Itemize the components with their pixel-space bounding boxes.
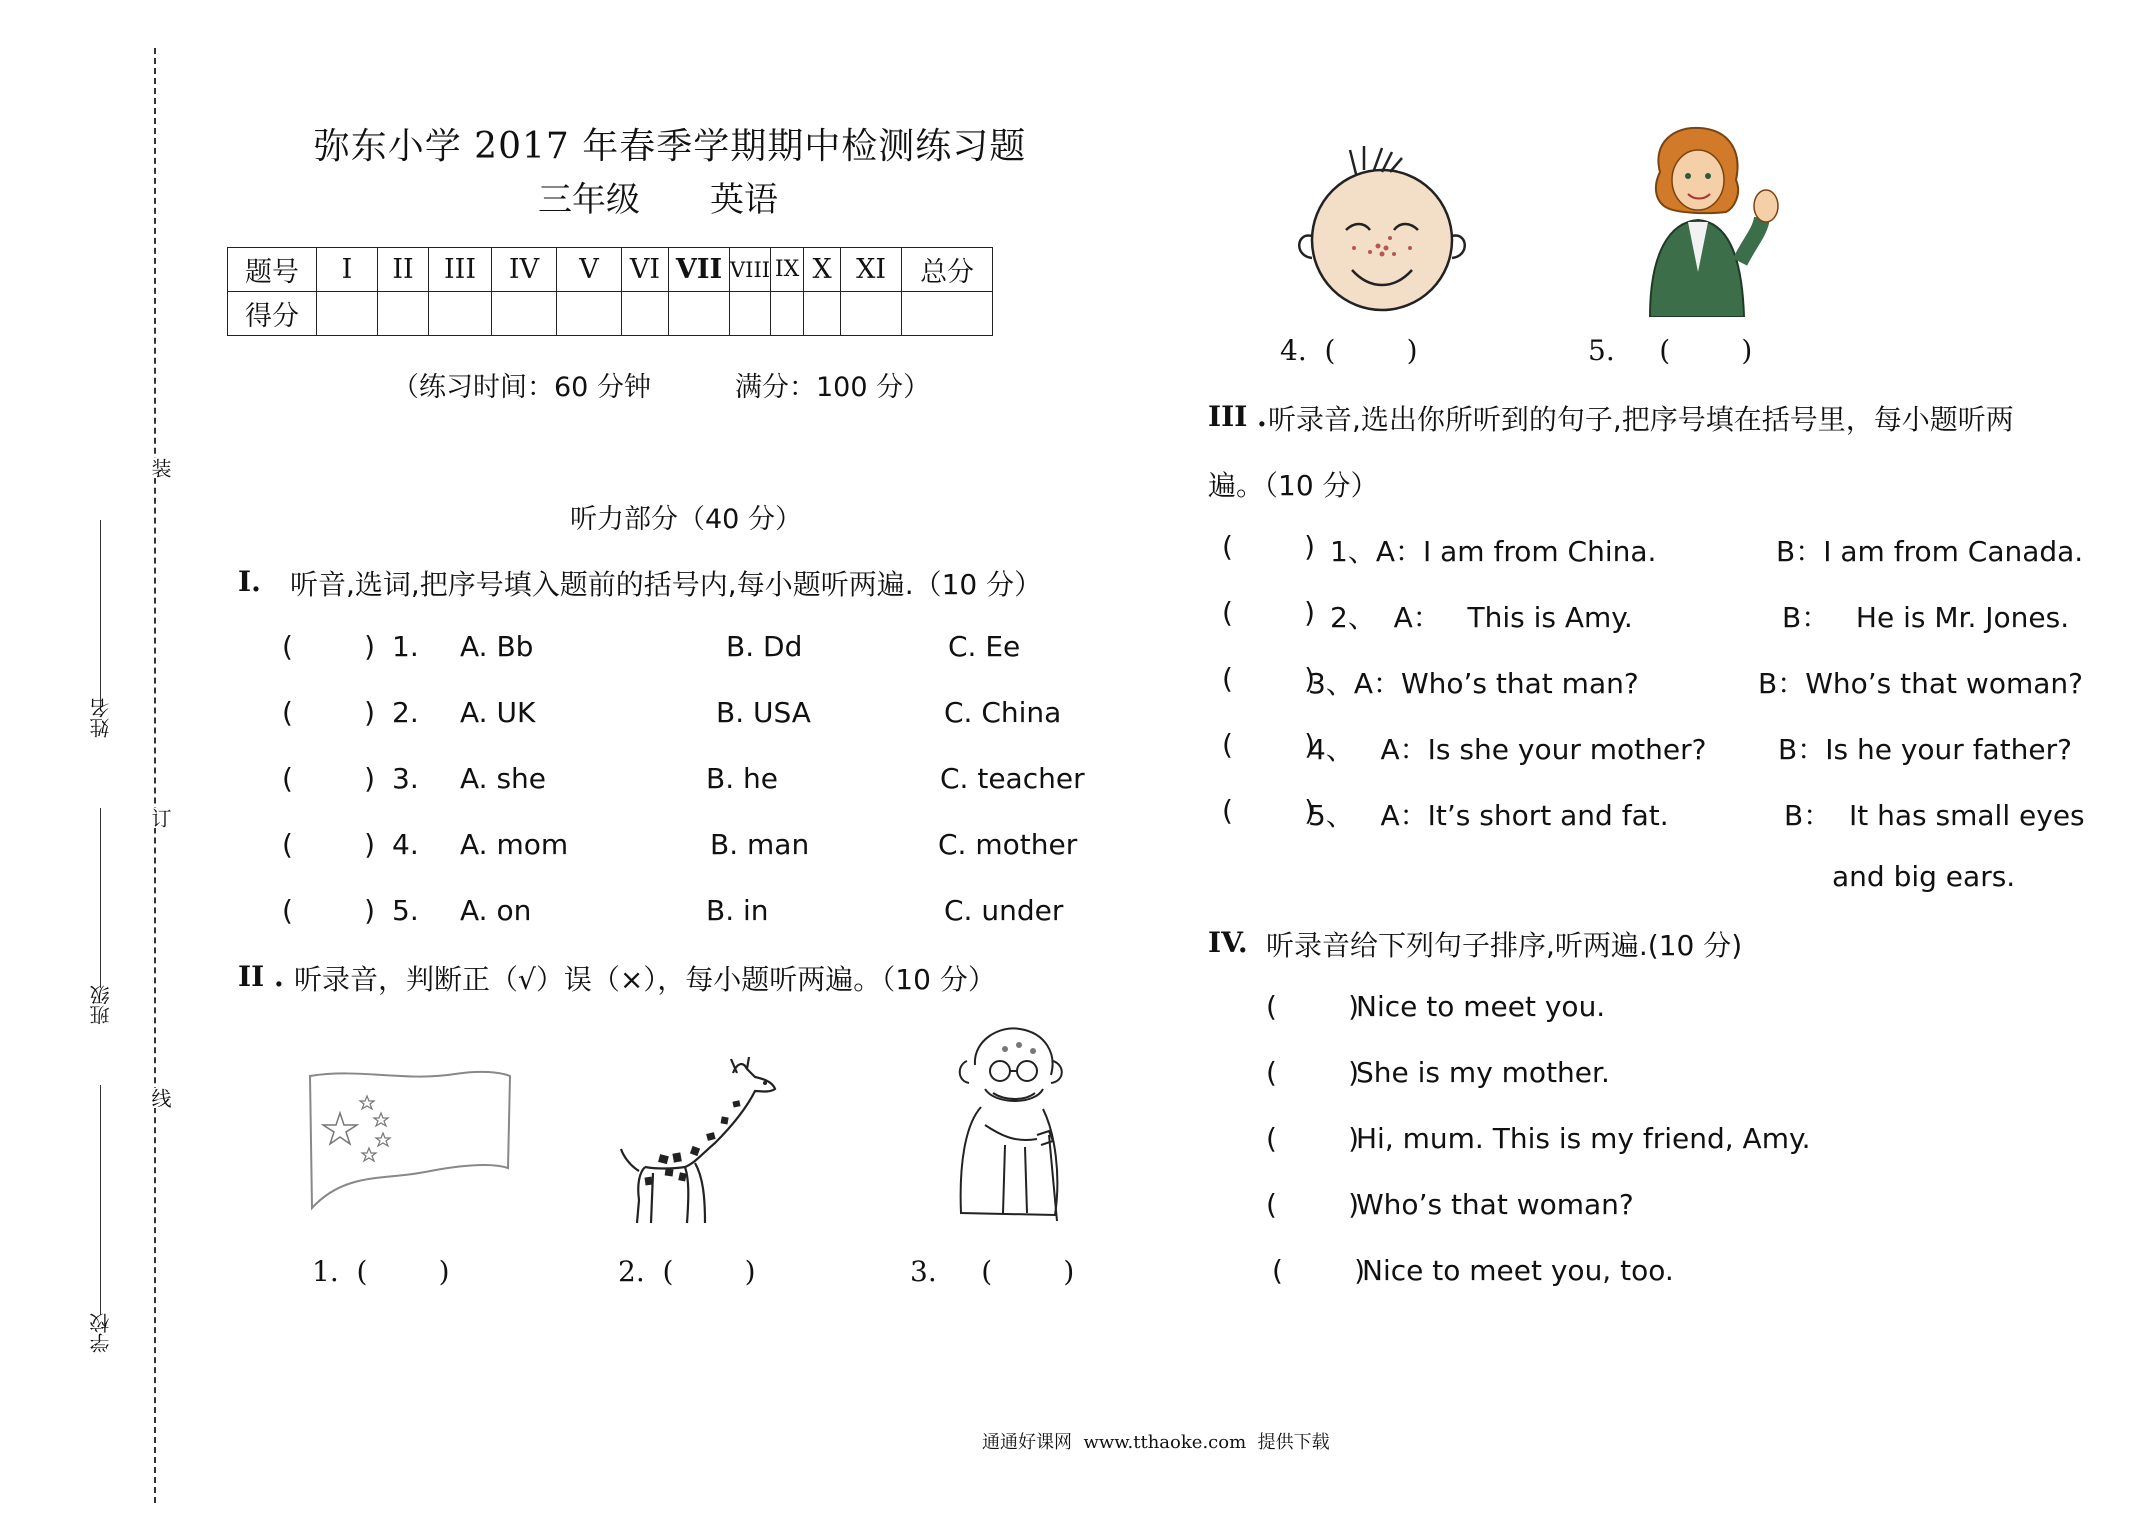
full-score-info: 满分：100 分） <box>735 372 931 403</box>
binding-mark-xian: 线 <box>146 1088 175 1108</box>
picture-label-1[interactable]: 1. ( ) <box>312 1255 450 1288</box>
section4-instruction: 听录音给下列句子排序,听两遍.(10 分) <box>1266 929 1743 962</box>
option-a: A. she <box>460 762 547 795</box>
score-col-header: IV <box>492 248 557 292</box>
score-row-header: 得分 <box>228 292 317 336</box>
answer-paren[interactable]: ( ) <box>1222 596 1316 629</box>
section1-number: I. <box>238 565 261 598</box>
score-cell[interactable] <box>902 292 993 336</box>
option-a: A. on <box>460 894 532 927</box>
question-number: 2. <box>392 696 419 729</box>
score-cell[interactable] <box>804 292 841 336</box>
score-cell[interactable] <box>771 292 804 336</box>
score-col-header: XI <box>841 248 902 292</box>
listening-section-header: 听力部分（40 分） <box>570 504 802 535</box>
boy-face-icon <box>1290 140 1470 320</box>
score-cell[interactable] <box>429 292 492 336</box>
answer-paren[interactable]: ( ) <box>282 630 376 663</box>
answer-paren[interactable]: ( ) <box>1222 794 1316 827</box>
score-cell[interactable] <box>557 292 622 336</box>
score-col-header: I <box>317 248 378 292</box>
sentence-text: Hi, mum. This is my friend, Amy. <box>1356 1122 1811 1155</box>
section2-instruction: 听录音，判断正（√）误（×），每小题听两遍。（10 分） <box>294 963 996 996</box>
picture-label-5[interactable]: 5. ( ) <box>1588 334 1753 367</box>
grade-label: 三年级 <box>538 180 640 220</box>
option-c: C. mother <box>938 828 1078 861</box>
answer-paren[interactable]: ( ) <box>1222 530 1316 563</box>
score-col-header: II <box>378 248 429 292</box>
score-cell[interactable] <box>669 292 730 336</box>
option-c: C. teacher <box>940 762 1085 795</box>
section2-number: II . <box>238 960 284 993</box>
answer-paren[interactable]: ( ) <box>282 696 376 729</box>
sentence-b: B： He is Mr. Jones. <box>1782 601 2070 634</box>
picture-label-2[interactable]: 2. ( ) <box>618 1255 756 1288</box>
time-info: （练习时间：60 分钟 <box>392 372 651 403</box>
score-cell[interactable] <box>317 292 378 336</box>
footer-source: 通通好课网 www.tthaoke.com 提供下载 <box>982 1432 1330 1453</box>
answer-paren[interactable]: ( ) <box>1222 662 1316 695</box>
binding-mark-ding: 订 <box>146 808 175 828</box>
binding-dashed-line <box>154 48 156 1503</box>
option-a: A. UK <box>460 696 536 729</box>
score-table <box>227 247 993 336</box>
score-col-header: 总分 <box>902 248 993 292</box>
score-cell[interactable] <box>841 292 902 336</box>
score-cell[interactable] <box>622 292 669 336</box>
name-label: 姓名 <box>89 698 113 738</box>
question-number: 5. <box>392 894 419 927</box>
sentence-a: 1、A：I am from China. <box>1330 535 1657 568</box>
sentence-b: B：Is he your father? <box>1778 733 2073 766</box>
option-a: A. mom <box>460 828 569 861</box>
sentence-text: Who’s that woman? <box>1356 1188 1634 1221</box>
name-fill-line <box>100 520 101 710</box>
score-cell[interactable] <box>492 292 557 336</box>
option-b: B. he <box>706 762 778 795</box>
score-table-score-row <box>228 292 993 336</box>
sentence-a: 3、A：Who’s that man? <box>1308 667 1639 700</box>
giraffe-icon <box>615 1055 785 1230</box>
sentence-b-continuation: and big ears. <box>1832 860 2016 893</box>
answer-paren[interactable]: ( ) <box>282 894 376 927</box>
subject-label: 英语 <box>710 180 778 220</box>
class-fill-line <box>100 808 101 988</box>
option-c: C. Ee <box>948 630 1021 663</box>
option-b: B. Dd <box>726 630 803 663</box>
answer-paren[interactable]: ( ) <box>282 762 376 795</box>
class-label: 班级 <box>89 985 113 1025</box>
score-col-header: X <box>804 248 841 292</box>
score-col-header: V <box>557 248 622 292</box>
score-col-header: VII <box>669 248 730 292</box>
section3-number: III . <box>1208 400 1267 433</box>
question-number: 1. <box>392 630 419 663</box>
picture-label-4[interactable]: 4. ( ) <box>1280 334 1418 367</box>
question-number: 3. <box>392 762 419 795</box>
sentence-text: She is my mother. <box>1356 1056 1610 1089</box>
grandfather-icon <box>945 1025 1085 1225</box>
question-number: 4. <box>392 828 419 861</box>
sentence-a: 4、 A：Is she your mother? <box>1308 733 1707 766</box>
score-col-header: IX <box>771 248 804 292</box>
exam-title: 弥东小学 2017 年春季学期期中检测练习题 <box>313 126 1027 167</box>
school-fill-line <box>100 1085 101 1315</box>
sentence-a: 2、 A： This is Amy. <box>1330 601 1633 634</box>
answer-paren[interactable]: ( ) <box>1266 1188 1360 1221</box>
section1-instruction: 听音,选词,把序号填入题前的括号内,每小题听两遍.（10 分） <box>290 568 1043 601</box>
answer-paren[interactable]: ( ) <box>282 828 376 861</box>
section3-instruction-continued: 遍。（10 分） <box>1208 469 1379 502</box>
score-col-header: VIII <box>730 248 771 292</box>
score-col-header: VI <box>622 248 669 292</box>
option-b: B. man <box>710 828 810 861</box>
score-row-header: 题号 <box>228 248 317 292</box>
answer-paren[interactable]: ( ) <box>1222 728 1316 761</box>
sentence-text: Nice to meet you. <box>1356 990 1606 1023</box>
school-label: 学校 <box>89 1313 113 1353</box>
picture-label-3[interactable]: 3. ( ) <box>910 1255 1075 1288</box>
answer-paren[interactable]: ( ) <box>1266 990 1360 1023</box>
option-c: C. China <box>944 696 1062 729</box>
sentence-text: Nice to meet you, too. <box>1362 1254 1674 1287</box>
option-b: B. USA <box>716 696 811 729</box>
chinese-flag-icon <box>305 1068 515 1218</box>
score-col-header: III <box>429 248 492 292</box>
option-b: B. in <box>706 894 769 927</box>
option-c: C. under <box>944 894 1064 927</box>
binding-mark-zhuang: 装 <box>146 458 175 478</box>
score-cell[interactable] <box>378 292 429 336</box>
answer-paren[interactable]: ( ) <box>1272 1254 1366 1287</box>
sentence-b: B：Who’s that woman? <box>1758 667 2083 700</box>
section3-instruction: 听录音,选出你所听到的句子,把序号填在括号里，每小题听两 <box>1268 403 2014 436</box>
sentence-b: B：I am from Canada. <box>1776 535 2084 568</box>
option-a: A. Bb <box>460 630 534 663</box>
answer-paren[interactable]: ( ) <box>1266 1056 1360 1089</box>
score-table-header-row <box>228 248 993 292</box>
sentence-a: 5、 A：It’s short and fat. <box>1308 799 1669 832</box>
sentence-b: B： It has small eyes <box>1784 799 2085 832</box>
score-cell[interactable] <box>730 292 771 336</box>
section4-number: IV. <box>1208 926 1248 959</box>
woman-waving-icon <box>1630 122 1790 317</box>
answer-paren[interactable]: ( ) <box>1266 1122 1360 1155</box>
